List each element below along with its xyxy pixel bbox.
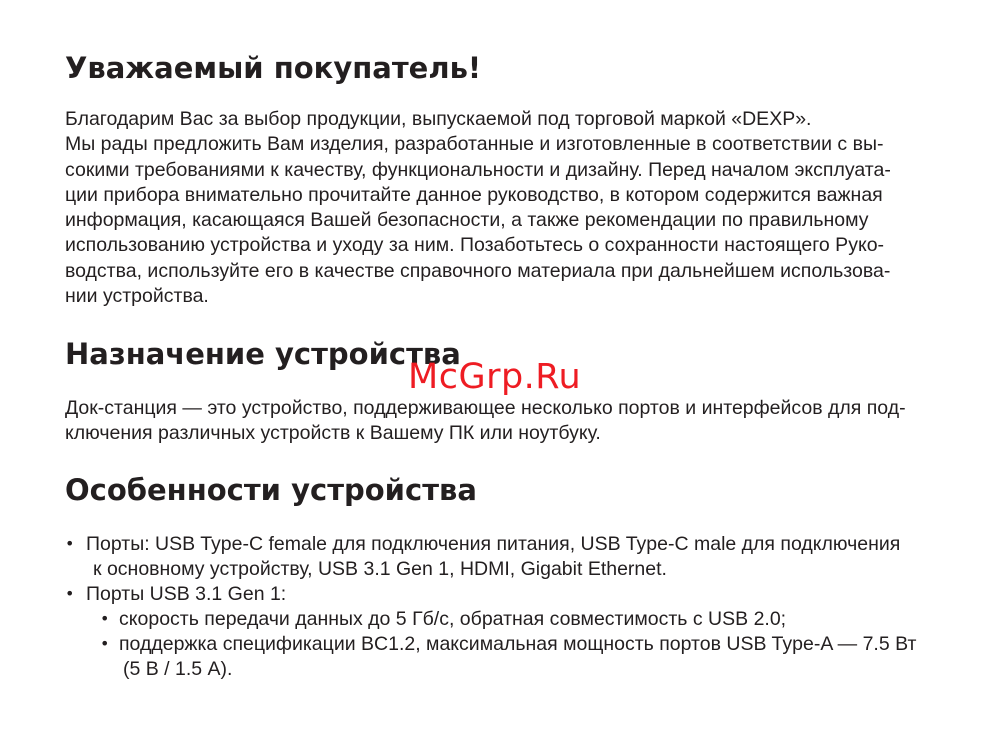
- greeting-line: использованию устройства и уходу за ним. Позаботьтесь о сохранности настоящего Руко-: [65, 234, 885, 257]
- feature-item-line: Порты: USB Type-C female для подключения питания, USB Type-C male для подключения: [86, 533, 901, 555]
- bullet-marker: •: [65, 584, 75, 603]
- feature-item-line: к основному устройству, USB 3.1 Gen 1, HDMI, Gigabit Ethernet.: [93, 558, 667, 580]
- sub-bullet-marker: •: [100, 634, 110, 653]
- greeting-line: Мы рады предложить Вам изделия, разработанные и изготовленные в соответствии с вы-: [65, 133, 884, 156]
- feature-subitem-line: поддержка спецификации BC1.2, максимальная мощность портов USB Type-A — 7.5 Вт: [119, 633, 917, 655]
- greeting-heading: Уважаемый покупатель!: [65, 51, 482, 85]
- feature-subitem-line: (5 В / 1.5 А).: [123, 658, 233, 680]
- greeting-line: Благодарим Вас за выбор продукции, выпускаемой под торговой маркой «DEXP».: [65, 108, 812, 130]
- greeting-paragraph: [65, 107, 891, 309]
- purpose-paragraph: [65, 396, 906, 447]
- bullet-marker: •: [65, 534, 75, 553]
- greeting-line: ции прибора внимательно прочитайте данное руководство, в котором содержится важная: [65, 183, 883, 206]
- greeting-line: водства, используйте его в качестве справочного материала при дальнейшем использова-: [65, 259, 891, 282]
- purpose-heading: Назначение устройства: [65, 337, 461, 371]
- purpose-line: ключения различных устройств к Вашему ПК или ноутбуку.: [65, 422, 601, 445]
- greeting-line: сокими требованиями к качеству, функциональности и дизайну. Перед началом эксплуата-: [65, 158, 891, 181]
- features-heading: Особенности устройства: [65, 473, 477, 507]
- purpose-line: Док-станция — это устройство, поддерживающее несколько портов и интерфейсов для под-: [65, 397, 906, 419]
- greeting-line: информация, касающаяся Вашей безопасности, а также рекомендации по правильному: [65, 209, 869, 232]
- feature-item-line: Порты USB 3.1 Gen 1:: [86, 583, 287, 605]
- greeting-line: нии устройства.: [65, 285, 209, 308]
- feature-subitem-line: скорость передачи данных до 5 Гб/с, обратная совместимость с USB 2.0;: [119, 608, 787, 630]
- sub-bullet-marker: •: [100, 609, 110, 628]
- watermark-text: McGrp.Ru: [408, 357, 582, 397]
